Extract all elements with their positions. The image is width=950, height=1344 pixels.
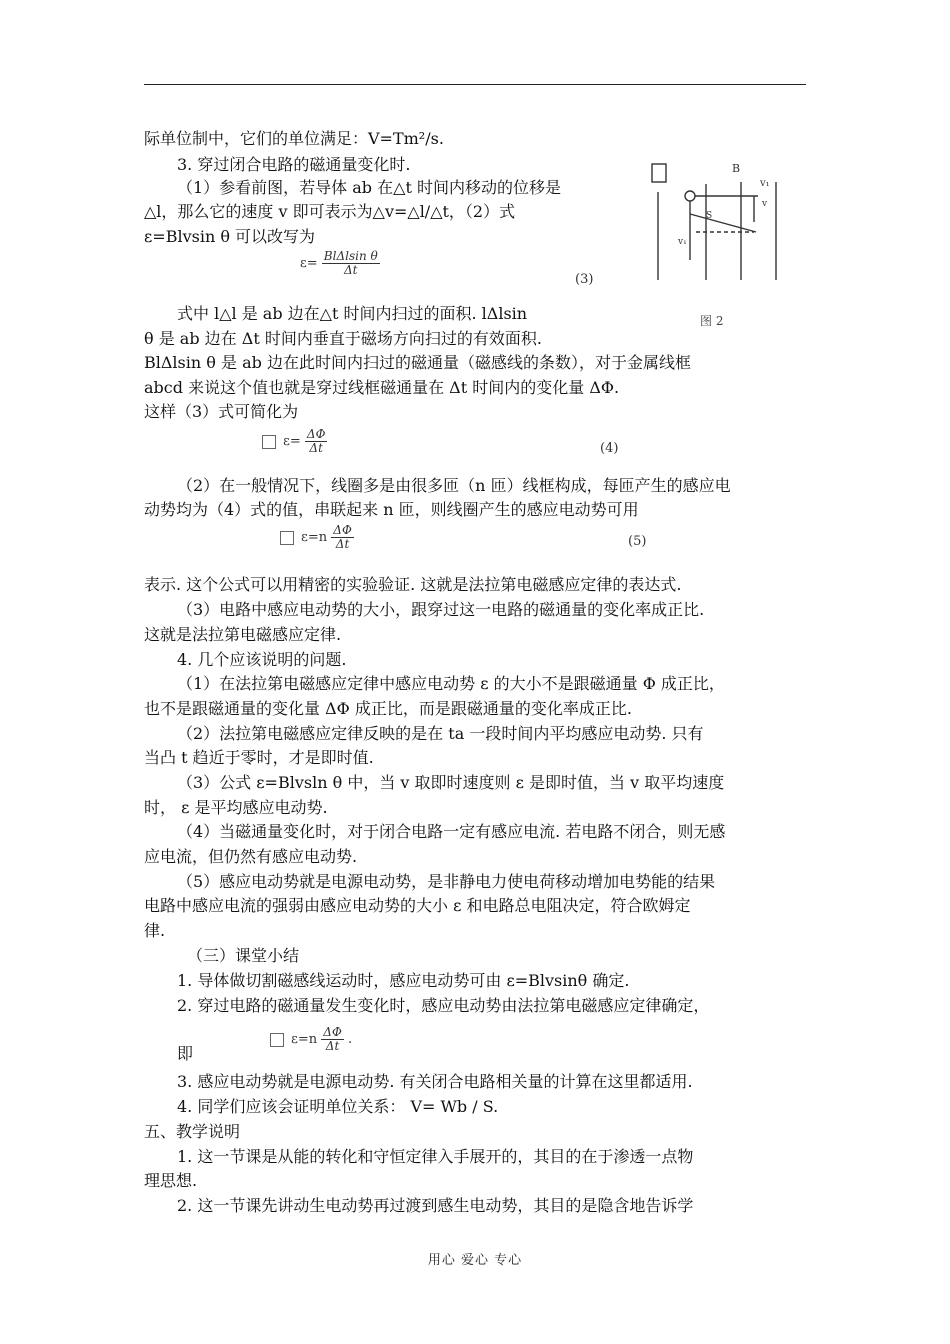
equation-number: (4) bbox=[600, 441, 619, 456]
equation-number: (3) bbox=[575, 272, 594, 287]
formula-numerator: ΔΦ bbox=[323, 1025, 342, 1039]
figure-label-B: B bbox=[732, 162, 741, 175]
formula-5 bbox=[280, 524, 354, 551]
conductor-end bbox=[685, 191, 695, 201]
text-line: abcd 来说这个值也就是穿过线框磁通量在 Δt 时间内的变化量 ΔΦ. bbox=[144, 378, 620, 397]
formula-summary bbox=[270, 1026, 352, 1053]
text-line: （1）参看前图，若导体 ab 在△t 时间内移动的位移是 bbox=[177, 178, 561, 197]
formula-denominator: Δt bbox=[344, 263, 358, 277]
formula-tail: . bbox=[347, 1032, 353, 1047]
text-line: （5）感应电动势就是电源电动势，是非静电力使电荷移动增加电势能的结果 bbox=[177, 872, 716, 891]
figure-label-v-low: v₁ bbox=[678, 237, 687, 247]
conductor-ab bbox=[690, 214, 756, 232]
formula-denominator: Δt bbox=[309, 441, 323, 455]
formula-fraction bbox=[305, 428, 328, 455]
text-line: 表示. 这个公式可以用精密的实验验证. 这就是法拉第电磁感应定律的表达式. bbox=[144, 575, 682, 594]
formula-3 bbox=[300, 250, 380, 277]
figure-label-v: v bbox=[762, 199, 768, 209]
text-line: 这样（3）式可简化为 bbox=[144, 402, 299, 421]
figure-frame-icon bbox=[652, 164, 666, 182]
section-heading: 五、教学说明 bbox=[144, 1122, 241, 1141]
text-line: 当凸 t 趋近于零时，才是即时值. bbox=[144, 748, 374, 767]
formula-fraction bbox=[322, 250, 380, 277]
text-line: ε=Blvsin θ 可以改写为 bbox=[144, 227, 316, 246]
section-heading: （三）课堂小结 bbox=[187, 946, 300, 965]
formula-placeholder-icon bbox=[280, 531, 294, 545]
text-line: 4. 几个应该说明的问题. bbox=[177, 650, 347, 669]
text-line: 际单位制中，它们的单位满足：V=Tm²/s. bbox=[144, 129, 444, 148]
formula-placeholder-icon bbox=[270, 1033, 284, 1047]
text-line: 3. 穿过闭合电路的磁通量变化时. bbox=[177, 155, 411, 174]
text-line: 律. bbox=[144, 921, 166, 940]
formula-4 bbox=[262, 428, 327, 455]
text-line: （2）在一般情况下，线圈多是由很多匝（n 匝）线框构成，每匝产生的感应电 bbox=[177, 476, 731, 495]
formula-numerator: BlΔlsin θ bbox=[323, 249, 378, 263]
figure-label-s: S bbox=[706, 211, 713, 221]
equation-number: (5) bbox=[628, 534, 647, 549]
text-line: （2）法拉第电磁感应定律反映的是在 ta 一段时间内平均感应电动势. 只有 bbox=[177, 724, 704, 743]
text-line: 即 bbox=[177, 1044, 194, 1063]
text-line: 理思想. bbox=[144, 1171, 198, 1190]
text-line: （3）电路中感应电动势的大小，跟穿过这一电路的磁通量的变化率成正比. bbox=[177, 600, 705, 619]
text-line: 式中 l△l 是 ab 边在△t 时间内扫过的面积. lΔlsin bbox=[177, 304, 528, 323]
text-line: 时， ε 是平均感应电动势. bbox=[144, 798, 328, 817]
formula-lhs: ε=n bbox=[291, 1032, 318, 1047]
text-line: （1）在法拉第电磁感应定律中感应电动势 ε 的大小不是跟磁通量 Φ 成正比， bbox=[177, 674, 725, 693]
text-line: 1. 导体做切割磁感线运动时，感应电动势可由 ε=Blvsinθ 确定. bbox=[177, 971, 630, 990]
formula-lhs: ε= bbox=[283, 434, 301, 449]
text-line: △l，那么它的速度 v 即可表示为△v=△l/△t，（2）式 bbox=[144, 202, 516, 221]
text-line: 4. 同学们应该会证明单位关系： V= Wb / S. bbox=[177, 1097, 499, 1116]
text-line: 这就是法拉第电磁感应定律. bbox=[144, 625, 342, 644]
header-rule bbox=[144, 84, 806, 85]
formula-placeholder-icon bbox=[262, 435, 276, 449]
formula-fraction bbox=[331, 524, 354, 551]
figure-label-v1: v₁ bbox=[760, 178, 770, 189]
formula-denominator: Δt bbox=[335, 537, 350, 551]
figure-2-diagram bbox=[636, 152, 796, 292]
formula-lhs: ε=n bbox=[301, 530, 328, 545]
text-line: （4）当磁通量变化时，对于闭合电路一定有感应电流. 若电路不闭合，则无感 bbox=[177, 822, 726, 841]
text-line: 3. 感应电动势就是电源电动势. 有关闭合电路相关量的计算在这里都适用. bbox=[177, 1072, 693, 1091]
text-line: BlΔlsin θ 是 ab 边在此时间内扫过的磁通量（磁感线的条数），对于金属线框 bbox=[144, 353, 691, 372]
text-line: 1. 这一节课是从能的转化和守恒定律入手展开的，其目的在于渗透一点物 bbox=[177, 1147, 694, 1166]
text-line: 电路中感应电流的强弱由感应电动势的大小 ε 和电路总电阻决定，符合欧姆定 bbox=[144, 896, 691, 915]
formula-denominator: Δt bbox=[325, 1039, 340, 1053]
text-line: 应电流，但仍然有感应电动势. bbox=[144, 847, 358, 866]
text-line: 2. 穿过电路的磁通量发生变化时，感应电动势由法拉第电磁感应定律确定， bbox=[177, 996, 710, 1015]
text-line: 也不是跟磁通量的变化量 ΔΦ 成正比，而是跟磁通量的变化率成正比. bbox=[144, 699, 632, 718]
formula-numerator: ΔΦ bbox=[333, 523, 352, 537]
text-line: （3）公式 ε=Blvsln θ 中，当 v 取即时速度则 ε 是即时值，当 v 取平均速度 bbox=[177, 773, 725, 792]
text-line: 动势均为（4）式的值，串联起来 n 匝，则线圈产生的感应电动势可用 bbox=[144, 500, 639, 519]
formula-numerator: ΔΦ bbox=[306, 427, 326, 441]
figure-caption: 图 2 bbox=[700, 314, 724, 328]
formula-lhs: ε= bbox=[300, 256, 318, 271]
page-footer: 用心 爱心 专心 bbox=[427, 1253, 523, 1268]
text-line: θ 是 ab 边在 Δt 时间内垂直于磁场方向扫过的有效面积. bbox=[144, 329, 542, 348]
formula-fraction bbox=[321, 1026, 344, 1053]
text-line: 2. 这一节课先讲动生电动势再过渡到感生电动势，其目的是隐含地告诉学 bbox=[177, 1196, 694, 1215]
